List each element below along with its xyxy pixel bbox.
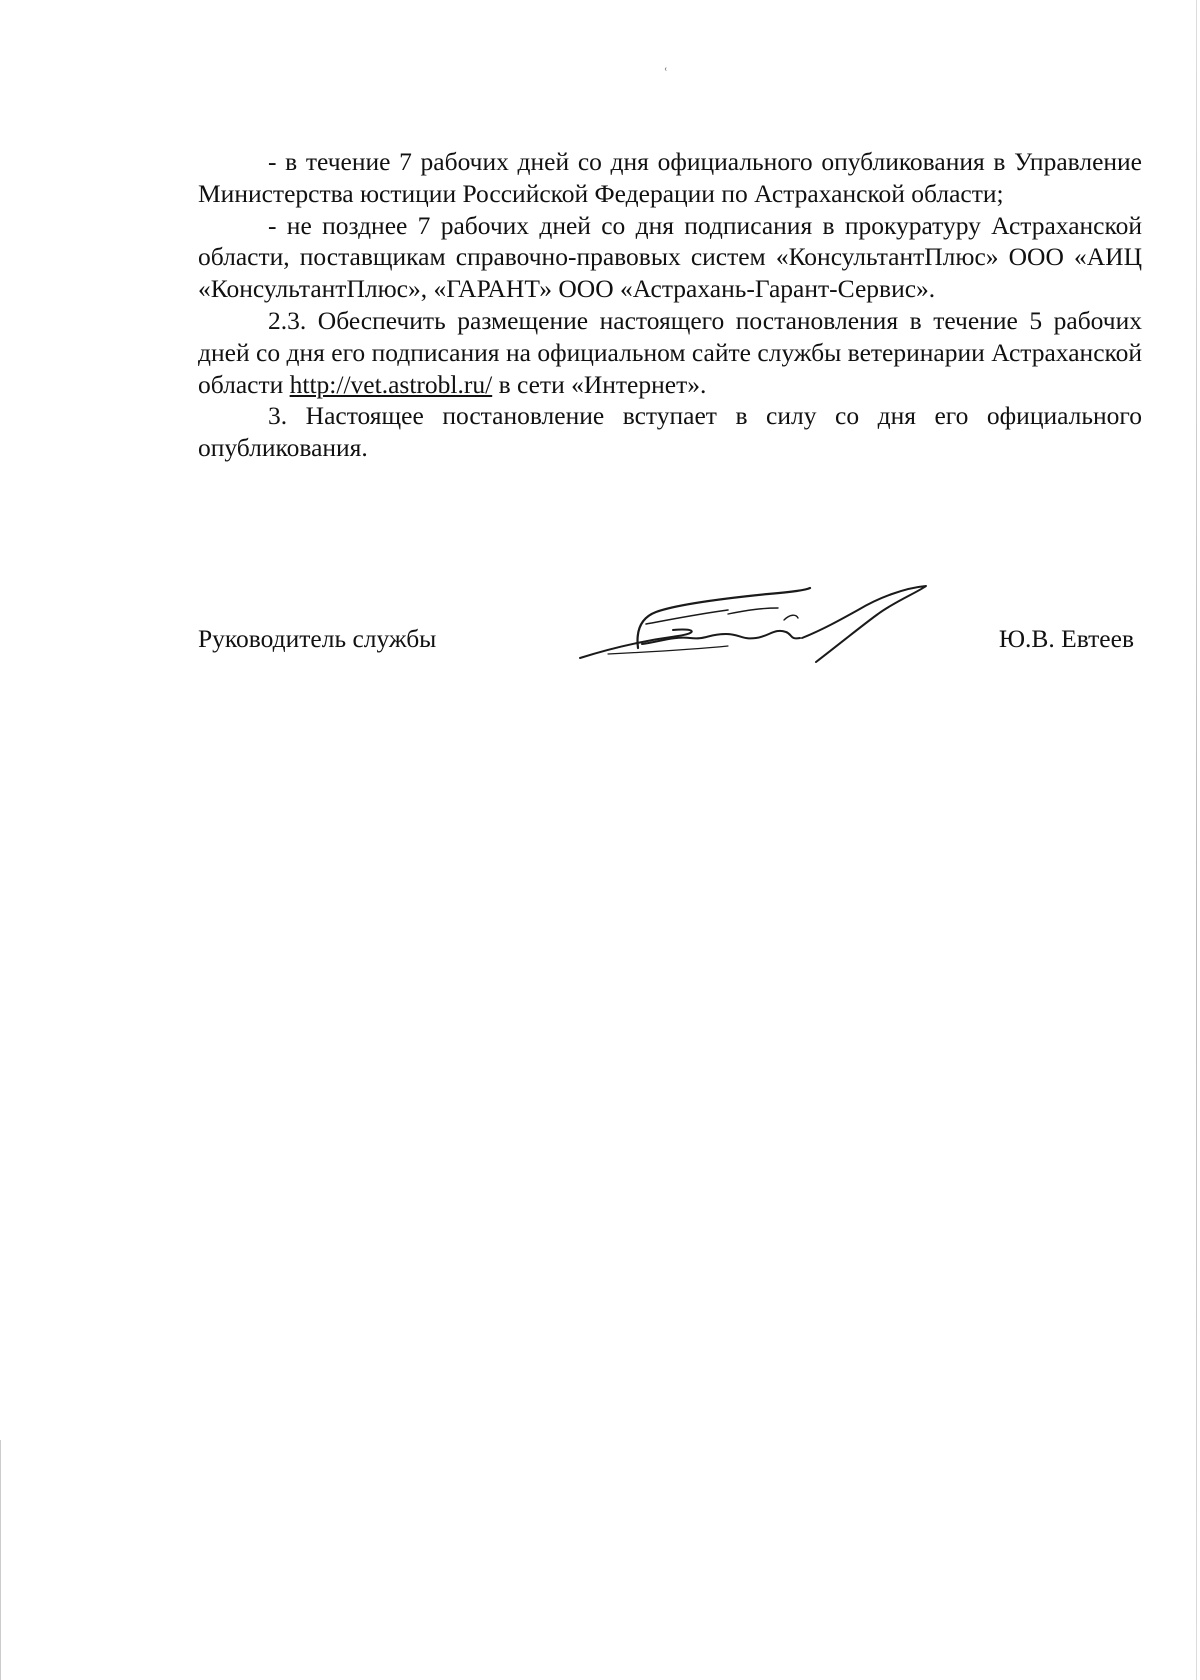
paragraph-website-text-start: 2.3. Обеспечить размещение настоящего постановления в течение 5 рабочих дней со дня его подписания на официальном сайте службы ветеринарии Астраханской области [198,305,1142,399]
scan-edge-right [1196,0,1197,1680]
paragraph-website-publication [198,305,1142,400]
handwritten-signature [578,584,930,666]
paragraph-deadline-prosecutor: - не позднее 7 рабочих дней со дня подписания в прокуратуру Астраханской области, поставщикам справочно-правовых систем «КонсультантПлюс» ООО «АИЦ «КонсультантПлюс», «ГАРАНТ» ООО «Астрахань-Гарант-Сервис». [198,210,1142,304]
paragraph-effective-date: 3. Настоящее постановление вступает в силу со дня его официального опубликования. [198,401,1142,463]
website-link[interactable]: http://vet.astrobl.ru/ [289,369,493,399]
signatory-title: Руководитель службы [198,624,437,653]
signatory-name: Ю.В. Евтеев [998,624,1134,653]
document-body [198,146,1142,464]
paragraph-deadline-ministry: - в течение 7 рабочих дней со дня официального опубликования в Управление Министерства юстиции Российской Федерации по Астраханской области; [198,147,1142,208]
paragraph-website-text-end: в сети «Интернет». [492,369,707,399]
scan-edge-left [0,1440,1,1680]
scan-artifact: ʿ [663,66,669,83]
